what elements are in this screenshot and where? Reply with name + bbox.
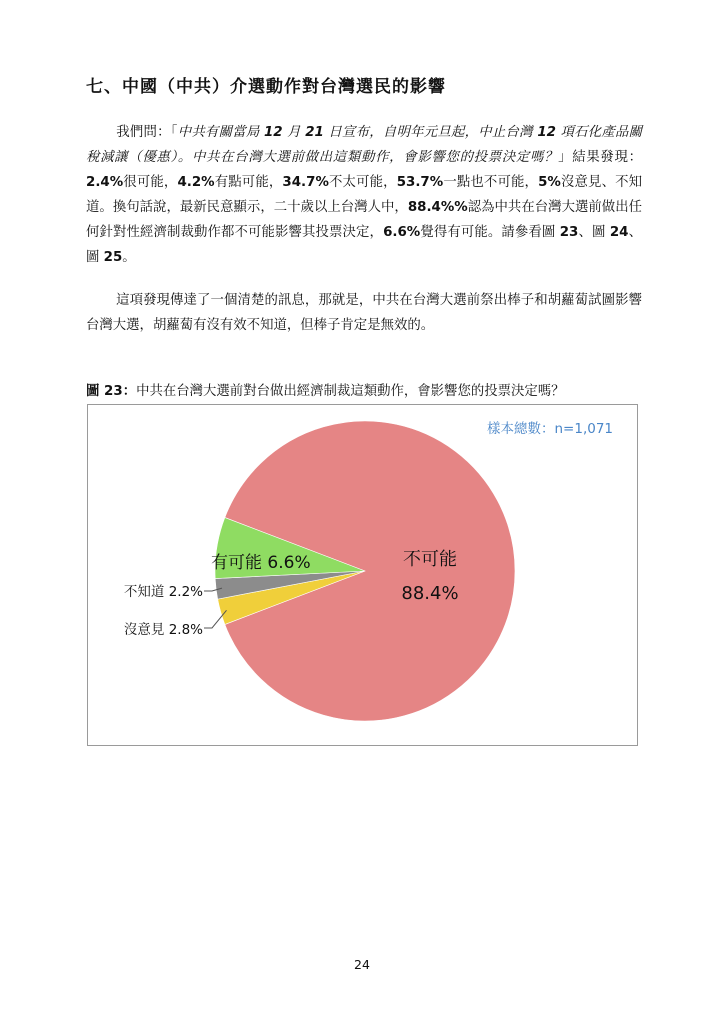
paragraph-findings xyxy=(86,120,642,270)
pie-chart xyxy=(88,405,639,747)
value-not-at-all-likely: 53.7% xyxy=(396,175,444,190)
value-not-very-likely: 34.7% xyxy=(282,175,329,190)
pie-label-no-opinion: 沒意見 2.8% xyxy=(123,622,203,638)
section-heading: 七、中國（中共）介選動作對台灣選民的影響 xyxy=(86,77,446,97)
paragraph-conclusion xyxy=(86,288,642,338)
text-somewhat-likely: 有點可能， xyxy=(214,175,283,190)
question-number-3: 12 xyxy=(537,125,556,140)
text-ref-sep-2: 、圖 xyxy=(86,225,643,265)
text-ref-sep-1: 、圖 xyxy=(578,225,610,240)
pie-label-impossible-name: 不可能 xyxy=(403,549,457,570)
pie-label-dont-know: 不知道 2.2% xyxy=(123,584,203,600)
text-not-very-likely: 不太可能， xyxy=(328,175,397,190)
lead-text: 我們問：「 xyxy=(116,125,178,140)
value-very-likely: 2.4% xyxy=(86,175,124,190)
question-text-c: 日宣布，自明年元旦起，中止台灣 xyxy=(323,125,538,140)
value-unlikely-total: 88.4%% xyxy=(407,200,468,215)
question-number-1: 12 xyxy=(263,125,283,140)
question-text-b: 月 xyxy=(282,125,306,140)
question-number-2: 21 xyxy=(305,125,324,140)
value-likely-total: 6.6% xyxy=(383,225,421,240)
text-unlikely-total: 認為中共在台灣大選前做出任何針對性經濟制裁動作都不可能影響其投票決定， xyxy=(86,200,643,240)
question-text-a: 中共有關當局 xyxy=(177,125,264,140)
figure-ref-23: 23 xyxy=(559,225,579,240)
value-somewhat-likely: 4.2% xyxy=(177,175,215,190)
value-no-opinion: 5% xyxy=(538,175,561,190)
text-not-at-all-likely: 一點也不可能， xyxy=(443,175,539,190)
text-end: 。 xyxy=(122,250,136,265)
close-quote-text: 」結果發現： xyxy=(558,150,642,165)
figure-ref-24: 24 xyxy=(609,225,629,240)
text-very-likely: 很可能， xyxy=(123,175,178,190)
text-likely-total: 覺得有可能。請參看圖 xyxy=(420,225,560,240)
sample-size-note: 樣本總數：n=1,071 xyxy=(486,421,613,437)
figure-colon: ： xyxy=(122,384,137,399)
figure-ref-25: 25 xyxy=(103,250,123,265)
pie-label-possible: 有可能 6.6% xyxy=(211,553,311,573)
question-text-d: 項石化產品關稅減讓（優惠）。中共在台灣大選前做出這類動作，會影響您的投票決定嗎？ xyxy=(86,125,642,165)
figure-caption xyxy=(86,380,565,399)
text-no-opinion: 沒意見、不知道。換句話說，最新民意顯示，二十歲以上台灣人中， xyxy=(86,175,643,215)
figure-label: 圖 23 xyxy=(86,384,123,399)
pie-label-impossible-value: 88.4% xyxy=(401,583,459,604)
figure-title: 中共在台灣大選前對台做出經濟制裁這類動作，會影響您的投票決定嗎？ xyxy=(136,384,565,399)
conclusion-text: 這項發現傳達了一個清楚的訊息，那就是，中共在台灣大選前祭出棒子和胡蘿蔔試圖影響台灣大選，胡蘿蔔有沒有效不知道，但棒子肯定是無效的。 xyxy=(86,293,642,333)
page-number: 24 xyxy=(354,957,370,972)
pie-chart-frame xyxy=(87,404,638,746)
